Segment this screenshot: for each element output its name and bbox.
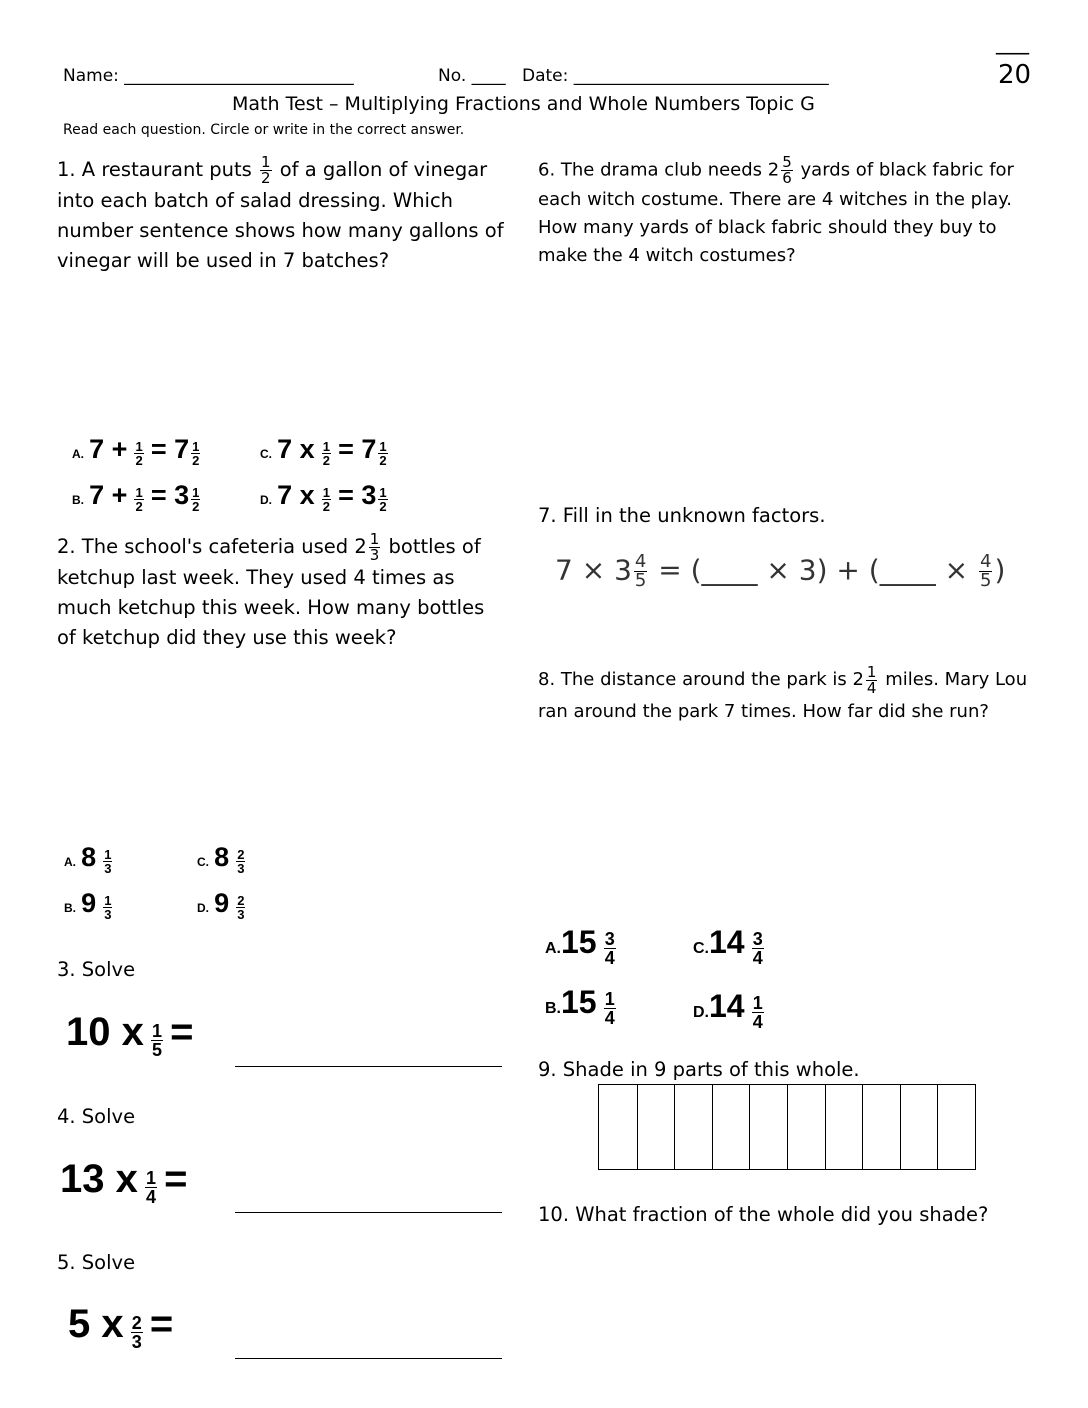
q1-fraction: $\frac{1}{2}$ <box>260 153 271 187</box>
q8-option-d[interactable]: D.14 $\frac{1}{4}$ <box>693 988 763 1032</box>
q1-text-start: 1. A restaurant puts <box>57 158 252 181</box>
question-8 <box>538 664 1068 728</box>
question-9-label: 9. Shade in 9 parts of this whole. <box>538 1058 860 1081</box>
q2-option-a[interactable]: A. 8 $\frac{1}{3}$ <box>64 842 112 876</box>
q6-fraction: $\frac{5}{6}$ <box>782 153 792 187</box>
fraction-bar-divider <box>749 1085 750 1169</box>
fraction-bar-divider <box>712 1085 713 1169</box>
question-1 <box>57 155 517 276</box>
q2-option-c[interactable]: C. 8 $\frac{2}{3}$ <box>197 842 245 876</box>
q1-option-d[interactable]: D. 7 x $\frac{1}{2}$ = 3 $\frac{1}{2}$ <box>260 480 387 514</box>
q2-line-4: of ketchup did they use this week? <box>57 626 397 649</box>
fraction-bar-divider <box>787 1085 788 1169</box>
page-title: Math Test – Multiplying Fractions and Whole Numbers Topic G <box>232 93 815 115</box>
number-field-label: No. ____ <box>438 66 506 86</box>
question-10-label: 10. What fraction of the whole did you shade? <box>538 1203 989 1226</box>
q2-line-2: ketchup last week. They used 4 times as <box>57 566 455 589</box>
q8-line-2: ran around the park 7 times. How far did she run? <box>538 701 989 722</box>
fraction-bar-divider <box>674 1085 675 1169</box>
question-2 <box>57 532 517 653</box>
q8-text-start: 8. The distance around the park is 2 <box>538 669 864 690</box>
question-3-answer-line[interactable] <box>235 1066 502 1067</box>
q2-option-d[interactable]: D. 9 $\frac{2}{3}$ <box>197 888 245 922</box>
question-6 <box>538 155 1058 270</box>
question-4-expression: 13 x $\frac{1}{4}$ = <box>60 1157 188 1207</box>
fraction-bar-divider <box>637 1085 638 1169</box>
name-field-label: Name: ___________________________ <box>63 66 354 86</box>
question-7-equation: 7 × 3 $\frac{4}{5}$ = (____ × 3) + (____ × $\frac{4}{5}$ ) <box>555 551 1006 591</box>
fraction-bar-whole[interactable] <box>598 1084 976 1170</box>
q1-text-end: of a gallon of vinegar <box>279 158 488 181</box>
score-blank: ___ <box>996 30 1029 55</box>
q6-line-3: How many yards of black fabric should they buy to <box>538 217 997 238</box>
q1-option-a[interactable]: A. 7 + $\frac{1}{2}$ = 7 $\frac{1}{2}$ <box>72 434 200 468</box>
date-field-label: Date: ______________________________ <box>522 66 829 86</box>
question-7-label: 7. Fill in the unknown factors. <box>538 504 826 527</box>
q6-line-4: make the 4 witch costumes? <box>538 245 796 266</box>
q1-line-4: vinegar will be used in 7 batches? <box>57 249 390 272</box>
q2-fraction: $\frac{1}{3}$ <box>369 530 380 564</box>
question-5-label: 5. Solve <box>57 1251 136 1274</box>
q2-line-3: much ketchup this week. How many bottles <box>57 596 485 619</box>
q6-line-2: each witch costume. There are 4 witches in the play. <box>538 189 1012 210</box>
q1-line-2: into each batch of salad dressing. Which <box>57 189 454 212</box>
q8-option-b[interactable]: B.15 $\frac{1}{4}$ <box>545 984 615 1028</box>
q2-text-end: bottles of <box>388 535 481 558</box>
instructions: Read each question. Circle or write in the correct answer. <box>63 122 465 138</box>
question-4-label: 4. Solve <box>57 1105 136 1128</box>
q1-option-c[interactable]: C. 7 x $\frac{1}{2}$ = 7 $\frac{1}{2}$ <box>260 434 387 468</box>
q6-text-end: yards of black fabric for <box>800 159 1014 181</box>
fraction-bar-divider <box>825 1085 826 1169</box>
q2-text-start: 2. The school's cafeteria used 2 <box>57 535 367 558</box>
fraction-bar-divider <box>937 1085 938 1169</box>
question-3-expression: 10 x $\frac{1}{5}$ = <box>66 1010 194 1060</box>
q1-line-3: number sentence shows how many gallons of <box>57 219 504 242</box>
score-total: 20 <box>998 60 1032 90</box>
q1-option-b[interactable]: B. 7 + $\frac{1}{2}$ = 3 $\frac{1}{2}$ <box>72 480 200 514</box>
q8-text-end: miles. Mary Lou <box>885 669 1028 690</box>
question-4-answer-line[interactable] <box>235 1212 502 1213</box>
question-5-answer-line[interactable] <box>235 1358 502 1359</box>
q8-option-c[interactable]: C.14 $\frac{3}{4}$ <box>693 924 763 968</box>
fraction-bar-divider <box>900 1085 901 1169</box>
q8-fraction: $\frac{1}{4}$ <box>866 662 877 697</box>
q6-text-start: 6. The drama club needs 2 <box>538 159 780 181</box>
question-3-label: 3. Solve <box>57 958 136 981</box>
q8-option-a[interactable]: A.15 $\frac{3}{4}$ <box>545 924 615 968</box>
question-5-expression: 5 x $\frac{2}{3}$ = <box>68 1302 174 1352</box>
fraction-bar-divider <box>862 1085 863 1169</box>
q2-option-b[interactable]: B. 9 $\frac{1}{3}$ <box>64 888 112 922</box>
